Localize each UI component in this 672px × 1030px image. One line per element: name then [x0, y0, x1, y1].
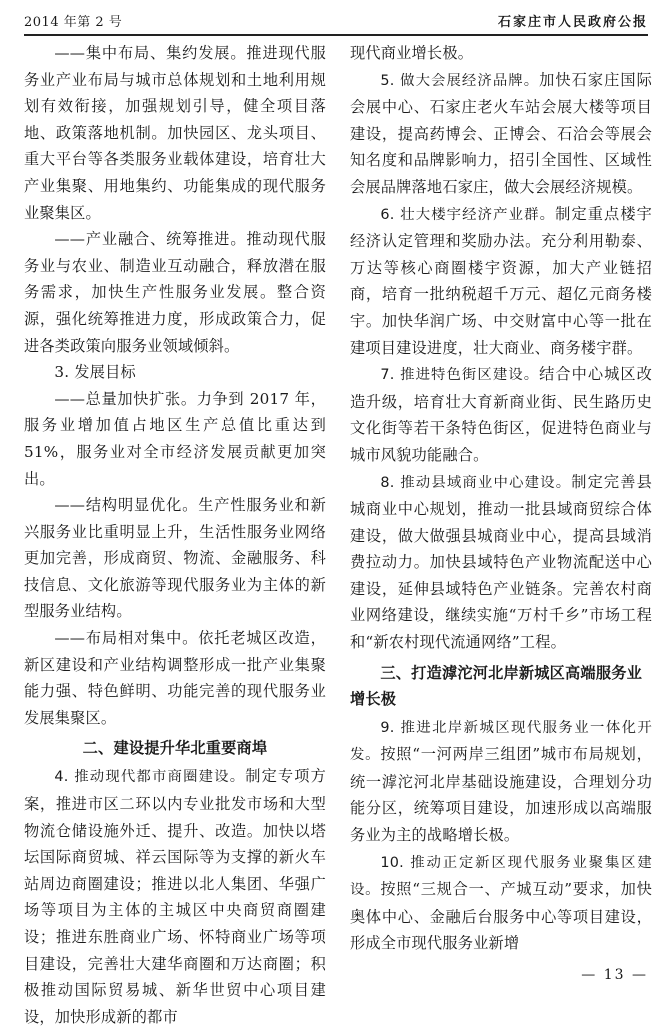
left-column [24, 40, 326, 1030]
paragraph: 现代商业增长极。 [350, 44, 474, 62]
item-body: 按照“三规合一、产城互动”要求，加快奥体中心、金融后台服务中心等项目建设，形成全市现代服务业新增 [350, 880, 652, 953]
item-lead: 5. 做大会展经济品牌。 [380, 72, 540, 89]
item-body: 制定重点楼宇经济认定管理和奖励办法。充分利用勒泰、万达等核心商圈楼宇资源，加大产业链招商，培育一批纳税超千万元、超亿元商务楼宇。加快华润广场、中交财富中心等一批在建项目建设进度，壮大商业、商务楼宇群。 [350, 204, 653, 357]
item-body: 加快石家庄国际会展中心、石家庄老火车站会展大楼等项目建设，提高药博会、正博会、石洽会等展会知名度和品牌影响力，招引全国性、区域性会展品牌落地石家庄，做大会展经济规模。 [350, 70, 652, 196]
subheading: 3. 发展目标 [54, 363, 136, 382]
paragraph: ——总量加快扩张。力争到 2017 年，服务业增加值占地区生产总值比重达到 51%，服务业对全市经济发展贡献更加突出。 [24, 389, 326, 488]
item-lead: 8. 推动县域商业中心建设。 [380, 474, 572, 491]
paragraph [350, 469, 652, 656]
paragraph [350, 714, 652, 849]
paragraph: ——产业融合、统筹推进。推动现代服务业与农业、制造业互动融合，释放潜在服务需求，加快生产性服务业发展。整合资源，强化统筹推进力度，形成政策合力，促进各类政策向服务业领域倾斜。 [24, 230, 326, 355]
publication-title: 石家庄市人民政府公报 [497, 14, 648, 30]
paragraph [350, 849, 652, 957]
paragraph [350, 361, 652, 468]
item-lead: 6. 壮大楼宇经济产业群。 [380, 206, 556, 223]
item-lead: 4. 推动现代都市商圈建设。 [54, 769, 246, 786]
page-header [24, 6, 648, 36]
section-heading: 三、打造滹沱河北岸新城区高端服务业增长极 [350, 663, 642, 708]
paragraph [350, 201, 652, 362]
item-lead: 9. 推进北岸新城区现代服务业一体化开发。 [350, 719, 652, 764]
paragraph: ——集中布局、集约发展。推进现代服务业产业布局与城市总体规划和土地利用规划有效衔接，加强规划引导，健全项目落地、政策落地机制。加快园区、龙头项目、重大平台等各类服务业载体建设，培育壮大产业集聚、用地集约、功能集成的现代服务业聚集区。 [24, 44, 326, 222]
item-body: 结合中心城区改造升级，培育壮大育新商业街、民生路历史文化街等若干条特色街区，促进特色商业与城市风貌功能融合。 [350, 365, 652, 464]
paragraph [24, 763, 326, 1030]
section-heading: 二、建设提升华北重要商埠 [82, 739, 268, 758]
item-body: 按照“一河两岸三组团”城市布局规划，统一滹沱河北岸基础设施建设，合理划分功能分区，统筹项目建设，加速形成以高端服务业为主的战略增长极。 [350, 745, 652, 845]
issue-label: 2014 年第 2 号 [24, 14, 123, 30]
right-column [350, 40, 652, 957]
item-body: 制定专项方案，推进市区二环以内专业批发市场和大型物流仓储设施外迁、提升、改造。加快以塔坛国际商贸城、祥云国际等为支撑的新火车站周边商圈建设；推进以北人集团、华强广场等项目为主体的主城区中央商贸商圈建设；推进东胜商业广场、怀特商业广场等项目建设，完善壮大建华商圈和万达商圈；积极推动国际贸易城、新华世贸中心项目建设，加快形成新的都市 [24, 767, 327, 1026]
paragraph: ——布局相对集中。依托老城区改造，新区建设和产业结构调整形成一批产业集聚能力强、特色鲜明、功能完善的现代服务业发展集聚区。 [24, 629, 326, 727]
paragraph [350, 67, 652, 201]
item-lead: 10. 推动正定新区现代服务业聚集区建设。 [350, 854, 652, 899]
item-body: 制定完善县城商业中心规划，推动一批县域商贸综合体建设，做大做强县城商业中心，提高县域消费拉动力。加快县域特色产业物流配送中心建设，延伸县域特色产业链条。完善农村商业网络建设，继续实施“万村千乡”市场工程和“新农村现代流通网络”工程。 [350, 472, 653, 652]
paragraph: ——结构明显优化。生产性服务业和新兴服务业比重明显上升，生活性服务业网络更加完善，形成商贸、物流、金融服务、科技信息、文化旅游等现代服务业为主体的新型服务业结构。 [24, 496, 326, 621]
item-lead: 7. 推进特色街区建设。 [380, 367, 540, 384]
page-number: — 13 — [581, 967, 648, 983]
